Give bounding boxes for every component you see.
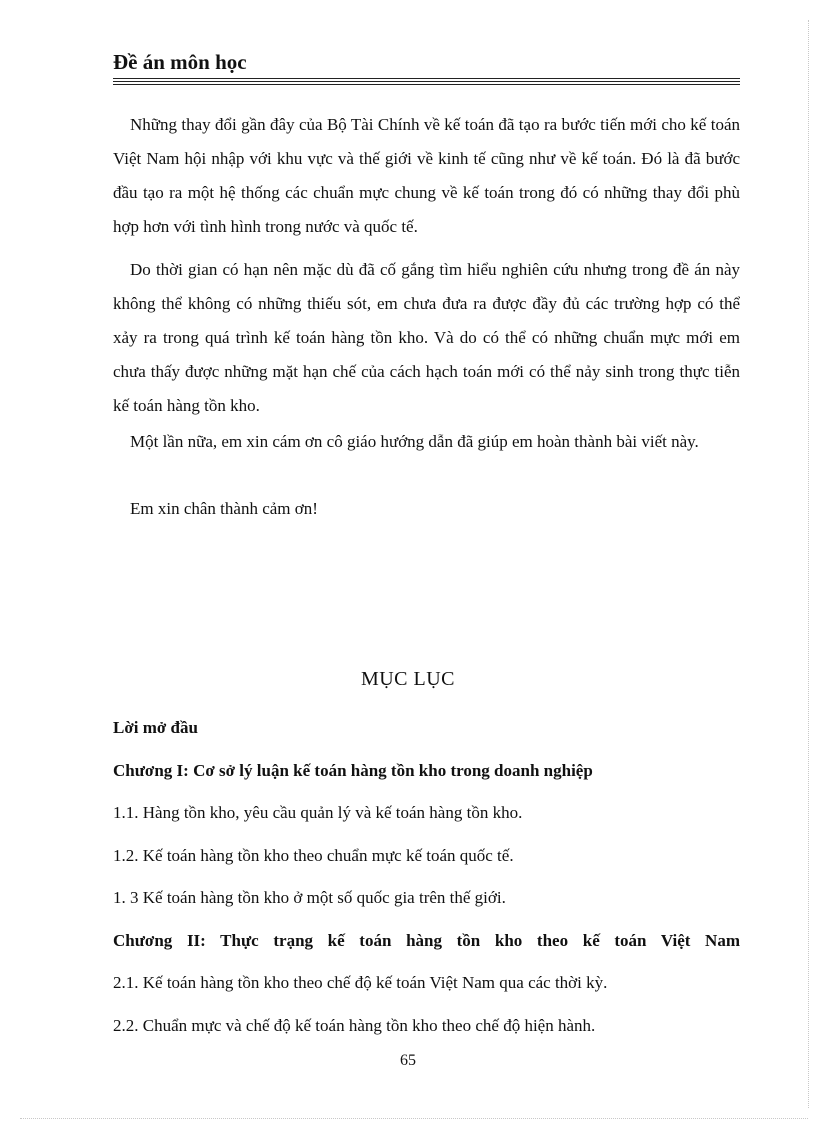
toc-entry: 2.2. Chuẩn mực và chế độ kế toán hàng tồn kho theo chế độ hiện hành. [113,1016,596,1035]
toc-entry: 1.1. Hàng tồn kho, yêu cầu quản lý và kế toán hàng tồn kho. [113,803,523,822]
body-paragraph: Em xin chân thành cảm ơn! [130,499,318,518]
toc-entry: Chương I: Cơ sở lý luận kế toán hàng tồn kho trong doanh nghiệp [113,761,593,780]
page-edge-bottom [20,1118,808,1119]
toc-entry: 2.1. Kế toán hàng tồn kho theo chế độ kế toán Việt Nam qua các thời kỳ. [113,973,608,992]
page-edge-right [808,20,809,1108]
header-rule [113,78,740,79]
toc-entry: Chương II: Thực trạng kế toán hàng tồn kho theo kế toán Việt Nam [113,931,740,950]
toc-title: MỤC LỤC [360,668,456,690]
header-rule [113,81,740,82]
body-paragraph: Một lần nữa, em xin cám ơn cô giáo hướng dẫn đã giúp em hoàn thành bài viết này. [130,432,699,451]
toc-entry: Lời mở đầu [113,718,198,737]
body-paragraph: Những thay đổi gần đây của Bộ Tài Chính về kế toán đã tạo ra bước tiến mới cho kế toán Việt Nam hội nhập với khu vực và thế giới về kinh tế cũng như về kế toán. Đó là đã bước đầu tạo ra một hệ thống các chuẩn mực chung về kế toán trong đó có những thay đổi phù hợp hơn với tình hình trong nước và quốc tế. [113,115,740,236]
toc-entry: 1. 3 Kế toán hàng tồn kho ở một số quốc gia trên thế giới. [113,888,506,907]
toc-entry: 1.2. Kế toán hàng tồn kho theo chuẩn mực kế toán quốc tế. [113,846,514,865]
page-number: 65 [400,1052,416,1069]
body-paragraph: Do thời gian có hạn nên mặc dù đã cố gắng tìm hiểu nghiên cứu nhưng trong đề án này không thể không có những thiếu sót, em chưa đưa ra được đầy đủ các trường hợp có thể xảy ra trong quá trình kế toán hàng tồn kho. Và do có thể có những chuẩn mực mới em chưa thấy được những mặt hạn chế của cách hạch toán mới có thể nảy sinh trong thực tiễn kế toán hàng tồn kho. [113,260,740,415]
header-title: Đề án môn học [113,50,247,74]
header-rule [113,84,740,85]
